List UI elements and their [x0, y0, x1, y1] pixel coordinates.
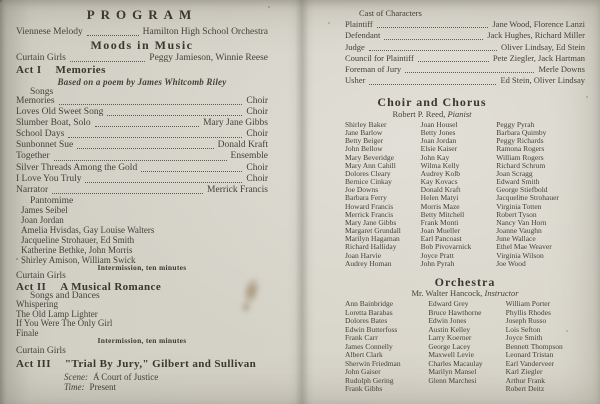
orchestra-member: Ann Bainbridge	[345, 299, 394, 308]
song-line	[16, 151, 268, 162]
choir-member: Joyce Pratt	[420, 250, 454, 260]
curtain-girls-performers: Peggy Jamieson, Winnie Reese	[149, 53, 268, 63]
choir-member: Frank Monti	[420, 217, 459, 227]
song-line-performer: Mary Jane Gibbs	[203, 118, 268, 129]
cast-row-title: Judge	[345, 41, 365, 52]
orchestra-member: William Porter	[505, 299, 551, 308]
scene-value: A Court of Justice	[92, 372, 159, 382]
cast-title: Cast of Characters	[359, 8, 422, 18]
song-line	[16, 96, 268, 107]
orchestra-member: John Gaiser	[345, 367, 381, 376]
program-line	[16, 27, 268, 38]
act2-label: Act II	[16, 281, 47, 293]
orchestra-member: Bennett Thompson	[505, 341, 563, 351]
orchestra-member: Rudolph Gering	[345, 375, 394, 385]
cast-row	[345, 75, 585, 86]
pantomime-cast-member: Amelia Hvisdas, Gay Louise Walters	[21, 224, 155, 235]
intermission-note: Intermission, ten minutes	[97, 263, 187, 272]
orchestra-member: Marilyn Mansel	[428, 367, 477, 376]
song-line	[16, 107, 268, 118]
song-line-performer: Choir	[246, 173, 268, 184]
choir-member: Audrey Kolb	[420, 168, 461, 178]
choir-member: John Kay	[420, 152, 450, 162]
choir-member: Joanne Vaughn	[496, 226, 542, 236]
dotted-leader	[418, 61, 489, 62]
orchestra-member: James Connelly	[345, 341, 393, 351]
song-line-performer: Choir	[246, 96, 268, 106]
orchestra-member: Edwin Jones	[428, 316, 467, 325]
choir-member: Richard Halliday	[345, 242, 397, 252]
orchestra-member: Karl Ziegler	[505, 367, 543, 376]
dotted-leader	[95, 126, 199, 127]
cast-row-performer: Merle Downs	[538, 64, 585, 75]
choir-member-column	[345, 121, 419, 268]
orchestra-member: Earl Vanderveer	[505, 358, 555, 368]
choir-member: Barbara Ferry	[345, 193, 387, 203]
choir-member: Betty Jones	[420, 128, 456, 138]
pianist-credit	[345, 109, 585, 119]
cast-row-title: Plaintiff	[345, 19, 373, 29]
act1-heading	[16, 64, 268, 76]
choir-member: George Stiefbold	[496, 185, 548, 195]
cast-row-title: Usher	[345, 75, 366, 86]
curtain-girls-line	[16, 53, 268, 64]
orchestra-member: Austin Kelley	[428, 324, 471, 334]
choir-member: Howard Francis	[345, 201, 394, 211]
orchestra-member: Charles Macaulay	[428, 358, 483, 368]
program-line-title: Viennese Melody	[16, 27, 83, 37]
dotted-leader	[377, 27, 489, 28]
act2-song: Whispering	[16, 299, 58, 309]
choir-member: Shirley Baker	[345, 120, 387, 129]
curtain-girls-label: Curtain Girls	[16, 346, 66, 356]
act2-sublabel: Songs and Dances	[30, 291, 100, 301]
program-line-performer: Hamilton High School Orchestra	[142, 27, 268, 37]
act3-label: Act III	[16, 358, 51, 370]
dotted-leader	[85, 182, 242, 183]
dotted-leader	[384, 39, 483, 40]
choir-member: Joan Scragg	[496, 168, 533, 178]
paper-specks	[0, 0, 2, 2]
cast-row-title: Defendant	[345, 30, 381, 41]
choir-member: Peggy Richards	[496, 136, 544, 146]
choir-member: Ramona Rogers	[496, 144, 545, 154]
choir-member: Richard Schrum	[496, 160, 546, 170]
pianist-role: Pianist	[447, 109, 472, 119]
song-line-title: Narrator	[16, 184, 49, 195]
instructor-credit	[345, 288, 585, 298]
choir-member: Earl Pancoast	[420, 234, 462, 244]
choir-member: Joan Jordan	[420, 136, 457, 146]
song-line	[16, 129, 268, 140]
choir-title-text: Choir and Chorus	[377, 95, 487, 109]
cast-row-performer: Oliver Lindsay, Ed Stein	[501, 41, 585, 52]
choir-member: Jane Barlow	[345, 128, 383, 138]
song-line-performer: Donald Kraft	[217, 140, 268, 151]
orchestra-member: Larry Koerner	[428, 333, 472, 342]
choir-member: Donald Kraft	[420, 185, 461, 195]
cast-list	[345, 19, 585, 87]
act1-name: Memories	[55, 64, 106, 76]
dotted-leader	[369, 84, 496, 85]
pantomime-cast-member: Shirley Amison, William Swick	[21, 254, 136, 265]
cast-row	[345, 64, 585, 75]
act1-song-list	[16, 96, 268, 196]
orchestra-member-column	[426, 300, 505, 394]
choir-member: Betty Mitchell	[420, 209, 465, 219]
orchestra-member: Joseph Russo	[505, 316, 547, 325]
choir-member: William Rogers	[496, 152, 544, 162]
page-right	[345, 0, 585, 404]
choir-member: John Pyrah	[420, 258, 455, 268]
song-line	[16, 140, 268, 151]
cast-row	[345, 30, 585, 41]
choir-member: Mary Ann Cahill	[345, 160, 396, 170]
dotted-leader	[52, 193, 203, 194]
choir-member: Joan Housel	[420, 120, 458, 129]
choir-member: Joe Wood	[496, 258, 526, 268]
song-line-performer: Ensemble	[230, 151, 268, 162]
choir-member: Joan Mueller	[420, 226, 461, 236]
curtain-girls-label: Curtain Girls	[16, 53, 66, 63]
choir-member: Robert Tyson	[496, 209, 537, 219]
orchestra-member-column	[506, 300, 585, 394]
orchestra-member: Bruce Hawthorne	[428, 307, 482, 317]
act1-based-on: Based on a poem by James Whitcomb Riley	[57, 77, 227, 87]
act1-label: Act I	[16, 64, 42, 76]
song-line-performer: Choir	[246, 162, 268, 173]
song-line	[16, 118, 268, 129]
time-label: Time:	[64, 382, 85, 392]
choir-member: Wilma Kelly	[420, 160, 460, 170]
orchestra-member: Robert Deitz	[505, 384, 545, 393]
song-line-title: School Days	[16, 129, 65, 140]
cast-row-performer: Pete Ziegler, Jack Hartman	[492, 52, 585, 63]
act2-song: The Old Lamp Lighter	[16, 308, 98, 319]
choir-member: Dolores Cleary	[345, 168, 391, 178]
choir-member: Jacqueline Strohauer	[496, 193, 559, 203]
orchestra-member: Dolores Bates	[345, 316, 388, 325]
cast-row-title: Foreman of Jury	[345, 64, 402, 75]
choir-member: Bernice Cinkay	[345, 177, 392, 187]
orchestra-member: Glenn Marchesi	[428, 375, 477, 385]
orchestra-member: Albert Clark	[345, 350, 383, 359]
act3-heading	[16, 358, 268, 370]
choir-member: Bob Pivovarnick	[420, 242, 472, 252]
choir-member: Joe Downs	[345, 185, 379, 195]
choir-member: Morris Maze	[420, 201, 460, 211]
pianist-name: Robert P. Reed,	[392, 109, 446, 119]
orchestra-member-column	[345, 300, 426, 394]
song-line-title: Loves Old Sweet Song	[16, 107, 104, 118]
act2-song-list	[16, 300, 268, 338]
choir-member-column	[496, 121, 585, 268]
song-line	[16, 174, 268, 185]
dotted-leader	[87, 35, 139, 36]
choir-member: Merrick Francis	[345, 209, 394, 219]
pantomime-cast-list	[16, 206, 268, 265]
dotted-leader	[70, 61, 145, 62]
orchestra-member: Edward Grey	[428, 299, 469, 308]
orchestra-member: Joyce Smith	[505, 333, 543, 342]
act2-song: Finale	[16, 327, 39, 338]
song-line-title: Memories	[16, 96, 55, 106]
choir-member: John Bellow	[345, 144, 383, 154]
time-line	[64, 382, 316, 392]
cast-row	[345, 19, 585, 30]
orchestra-member: Sherwin Friedman	[345, 358, 401, 368]
choir-member: Audrey Homan	[345, 258, 392, 268]
songs-label: Songs	[30, 87, 54, 97]
cast-row-performer: Jack Hughes, Richard Miller	[487, 30, 585, 41]
orchestra-member: Arthur Frank	[505, 375, 546, 385]
song-line-title: Together	[16, 151, 50, 162]
pantomime-label: Pantomime	[30, 196, 74, 206]
pantomime-cast-member: Katherine Bethke, John Morris	[21, 244, 133, 255]
dotted-leader	[68, 137, 242, 138]
dotted-leader	[59, 104, 243, 105]
orchestra-member: Leonard Tristan	[505, 350, 554, 359]
choir-member: Joan Harvie	[345, 250, 382, 260]
choir-member: June Wallace	[496, 234, 536, 244]
choir-member: Helen Matyi	[420, 193, 459, 203]
cast-row-title: Council for Plaintiff	[345, 52, 414, 63]
act3-name: "Trial By Jury," Gilbert and Sullivan	[64, 358, 257, 370]
orchestra-member: Lois Sefton	[505, 324, 541, 334]
orchestra-member: Maxwell Levie	[428, 350, 474, 359]
pantomime-cast-member: Joan Jordan	[21, 214, 64, 225]
choir-member-column	[419, 121, 497, 268]
song-line	[16, 185, 268, 196]
orchestra-member: Edwin Butterfoss	[345, 324, 398, 334]
choir-member: Mary Beveridge	[345, 152, 394, 162]
song-line-title: Silver Threads Among the Gold	[16, 162, 138, 173]
choir-member: Marilyn Hagaman	[345, 234, 400, 244]
choir-member: Ethel Mae Weaver	[496, 242, 552, 252]
choir-member: Peggy Pyrah	[496, 120, 535, 129]
act2-name: A Musical Romance	[60, 281, 162, 293]
page-left	[16, 0, 268, 404]
choir-member: Margaret Grundall	[345, 226, 401, 236]
choir-member: Mary Jane Gibbs	[345, 217, 397, 227]
dotted-leader	[54, 160, 227, 161]
orchestra-member: Frank Carr	[345, 333, 378, 342]
song-line-performer: Choir	[246, 107, 268, 118]
orchestra-member: Loretta Barabas	[345, 307, 393, 317]
choir-member: Virginia Totten	[496, 201, 542, 211]
orchestra-member: Frank Gibbs	[345, 384, 383, 393]
dotted-leader	[107, 115, 242, 116]
pantomime-cast-member: James Seibel	[21, 205, 68, 215]
song-line-performer: Choir	[246, 129, 268, 140]
song-line-title: I Love You Truly	[16, 173, 82, 184]
instructor-role: Instructor	[484, 288, 519, 298]
cast-row-performer: Ed Stein, Oliver Lindsay	[500, 75, 585, 86]
act2-song: If You Were The Only Girl	[16, 318, 113, 329]
song-line-title: Slumber Boat, Solo	[16, 118, 91, 129]
show-title: Moods in Music	[90, 38, 194, 52]
choir-roster	[345, 121, 585, 268]
choir-member: Betty Beiger	[345, 136, 384, 146]
song-line-title: Sunbonnet Sue	[16, 140, 74, 151]
orchestra-title: Orchestra	[434, 275, 496, 289]
choir-member: Virginia Wilson	[496, 250, 544, 260]
curtain-girls-label: Curtain Girls	[16, 271, 66, 281]
choir-member: Nancy Van Horn	[496, 217, 547, 227]
scene-line	[64, 372, 316, 382]
dotted-leader	[77, 148, 213, 149]
song-line-performer: Merrick Francis	[207, 184, 268, 195]
dotted-leader	[141, 171, 242, 172]
choir-member: Elsie Kaiser	[420, 144, 458, 154]
scene-label: Scene:	[64, 372, 88, 382]
orchestra-member: Phyllis Rhodes	[505, 307, 551, 317]
choir-member: Barbara Quimby	[496, 128, 547, 138]
intermission-note: Intermission, ten minutes	[97, 336, 187, 345]
choir-member: Edward Smith	[496, 177, 540, 187]
choir-title	[345, 95, 585, 110]
page-fold	[295, 0, 309, 404]
cast-row	[345, 53, 585, 64]
orchestra-roster	[345, 300, 585, 394]
pantomime-cast-member: Jacqueline Strohauer, Ed Smith	[21, 234, 135, 245]
dotted-leader	[405, 72, 534, 73]
program-title: PROGRAM	[86, 7, 198, 22]
instructor-name: Mr. Walter Hancock,	[411, 288, 483, 298]
cast-row	[345, 42, 585, 53]
song-line	[16, 163, 268, 174]
orchestra-member: George Lacey	[428, 341, 471, 351]
dotted-leader	[369, 50, 497, 51]
cast-row-performer: Jane Wood, Florence Lanzi	[492, 19, 585, 29]
choir-member: Kay Kovacs	[420, 177, 458, 187]
time-value: Present	[89, 382, 117, 392]
